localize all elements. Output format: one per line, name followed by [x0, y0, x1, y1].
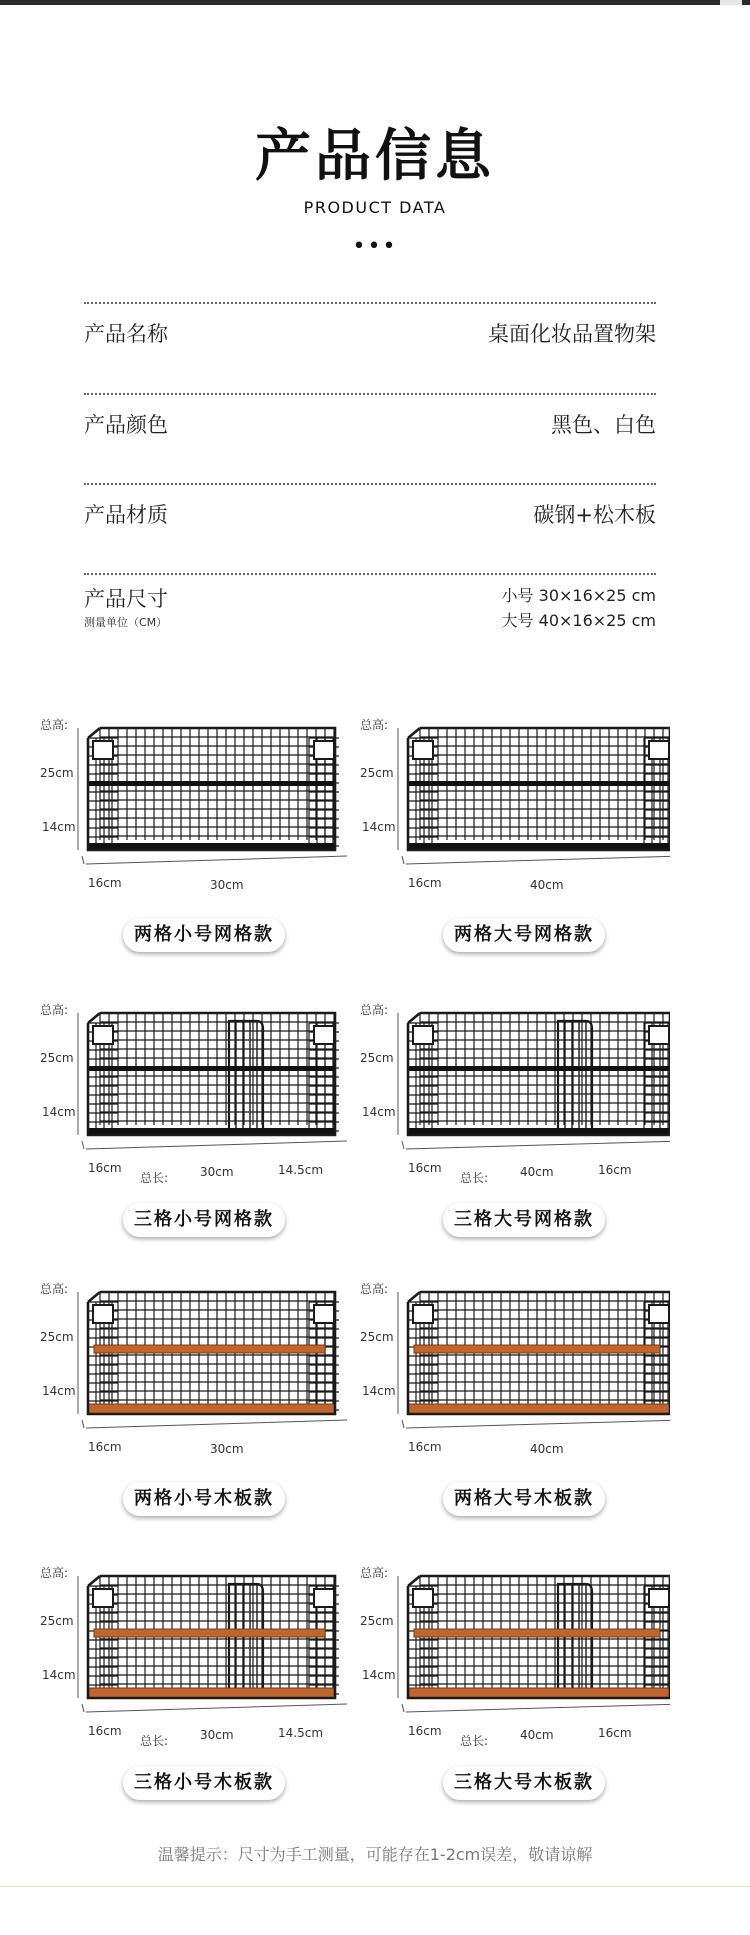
dim-width: 40cm	[520, 1728, 554, 1742]
dim-width: 30cm	[210, 878, 244, 892]
dim-depth: 16cm	[88, 1724, 122, 1738]
dim-height-25: 25cm	[360, 1614, 394, 1628]
dim-height-25: 25cm	[360, 1330, 394, 1344]
dim-height-14: 14cm	[42, 820, 76, 834]
dim-width-2: 14.5cm	[278, 1163, 324, 1177]
dim-height-25: 25cm	[360, 1051, 394, 1065]
shelf-illustration	[398, 1292, 670, 1428]
product-name-label: 两格小号网格款	[123, 918, 285, 952]
wood-shelf-bottom	[408, 1688, 670, 1698]
mesh-divider-panel	[558, 1021, 592, 1135]
bottom-divider	[0, 1886, 750, 1887]
dim-total-height-label: 总高:	[40, 718, 69, 732]
info-value-size-large: 大号 40×16×25 cm	[501, 611, 656, 630]
title-dots: •••	[352, 234, 398, 259]
dim-height-14: 14cm	[362, 820, 396, 834]
dotted-divider	[84, 573, 656, 575]
product-card	[350, 1556, 670, 1826]
dim-total-height-label: 总高:	[40, 1282, 69, 1296]
dim-height-25: 25cm	[40, 766, 74, 780]
dim-total-length-label: 总长:	[460, 1734, 489, 1748]
product-card	[350, 993, 670, 1263]
dim-height-25: 25cm	[40, 1614, 74, 1628]
mesh-shelf-middle	[88, 1066, 335, 1071]
dim-total-length-label: 总长:	[460, 1171, 489, 1185]
dim-height-25: 25cm	[40, 1330, 74, 1344]
dim-depth: 16cm	[408, 876, 442, 890]
dim-total-length-label: 总长:	[140, 1734, 169, 1748]
mesh-divider-panel	[229, 1021, 263, 1135]
dim-width: 30cm	[200, 1728, 234, 1742]
wood-shelf-middle	[94, 1629, 325, 1637]
product-name-label: 三格小号网格款	[123, 1203, 285, 1237]
page-title: 产品信息	[255, 124, 495, 189]
page-subtitle: PRODUCT DATA	[303, 198, 447, 217]
dim-total-height-label: 总高:	[360, 718, 389, 732]
dim-height-14: 14cm	[42, 1384, 76, 1398]
wood-shelf-middle	[94, 1345, 325, 1353]
info-value-material: 碳钢+松木板	[533, 503, 656, 527]
shelf-illustration	[78, 1292, 347, 1428]
product-card	[30, 708, 350, 978]
top-strip	[0, 0, 750, 5]
mesh-shelf-middle	[88, 781, 335, 786]
wood-shelf-bottom	[88, 1404, 335, 1414]
product-card	[30, 1272, 350, 1542]
info-value-name: 桌面化妆品置物架	[488, 322, 656, 346]
mesh-shelf-middle	[408, 781, 670, 786]
dim-width-2: 16cm	[598, 1726, 632, 1740]
dim-total-height-label: 总高:	[40, 1566, 69, 1580]
product-image	[30, 1272, 350, 1472]
dim-height-25: 25cm	[360, 766, 394, 780]
product-card	[30, 993, 350, 1263]
dotted-divider	[84, 302, 656, 304]
dim-depth: 16cm	[88, 876, 122, 890]
product-card	[350, 708, 670, 978]
product-name-label: 三格大号网格款	[443, 1203, 605, 1237]
product-name-label: 两格大号木板款	[443, 1482, 605, 1516]
shelf-illustration	[398, 728, 670, 864]
dim-depth: 16cm	[88, 1440, 122, 1454]
shelf-illustration	[78, 1576, 347, 1712]
dim-width: 40cm	[530, 878, 564, 892]
wood-shelf-middle	[414, 1345, 660, 1353]
dim-depth: 16cm	[408, 1724, 442, 1738]
dim-height-14: 14cm	[42, 1105, 76, 1119]
mesh-divider-panel	[558, 1584, 592, 1698]
dim-depth: 16cm	[88, 1161, 122, 1175]
info-value-size-small: 小号 30×16×25 cm	[501, 586, 656, 605]
dim-total-height-label: 总高:	[360, 1566, 389, 1580]
dim-width: 40cm	[530, 1442, 564, 1456]
product-name-label: 三格小号木板款	[123, 1766, 285, 1800]
dim-height-14: 14cm	[362, 1668, 396, 1682]
product-image	[30, 708, 350, 908]
product-name-label: 两格小号木板款	[123, 1482, 285, 1516]
top-strip-accent	[720, 0, 742, 5]
info-value-color: 黑色、白色	[551, 413, 656, 437]
wood-shelf-bottom	[408, 1404, 670, 1414]
dotted-divider	[84, 393, 656, 395]
product-name-label: 两格大号网格款	[443, 918, 605, 952]
dim-total-height-label: 总高:	[40, 1003, 69, 1017]
dim-height-14: 14cm	[362, 1105, 396, 1119]
dim-width-2: 16cm	[598, 1163, 632, 1177]
dim-depth: 16cm	[408, 1440, 442, 1454]
product-image	[350, 1272, 670, 1472]
mesh-divider-panel	[229, 1584, 263, 1698]
dim-width-2: 14.5cm	[278, 1726, 324, 1740]
info-label-size: 产品尺寸	[84, 587, 168, 611]
mesh-shelf-middle	[408, 1066, 670, 1071]
shelf-illustration	[78, 1013, 347, 1149]
dim-height-14: 14cm	[362, 1384, 396, 1398]
shelf-illustration	[398, 1013, 670, 1149]
dotted-divider	[84, 483, 656, 485]
dim-height-25: 25cm	[40, 1051, 74, 1065]
wood-shelf-middle	[414, 1629, 660, 1637]
shelf-illustration	[78, 728, 347, 864]
dim-width: 40cm	[520, 1165, 554, 1179]
wood-shelf-bottom	[88, 1688, 335, 1698]
info-label-color: 产品颜色	[84, 413, 168, 437]
info-label-name: 产品名称	[84, 322, 168, 346]
dim-height-14: 14cm	[42, 1668, 76, 1682]
shelf-illustration	[398, 1576, 670, 1712]
dim-depth: 16cm	[408, 1161, 442, 1175]
product-card	[350, 1272, 670, 1542]
product-card	[30, 1556, 350, 1826]
info-label-material: 产品材质	[84, 503, 168, 527]
dim-total-length-label: 总长:	[140, 1171, 169, 1185]
dim-total-height-label: 总高:	[360, 1003, 389, 1017]
info-unit-note: 测量单位（CM）	[84, 616, 168, 629]
dim-width: 30cm	[210, 1442, 244, 1456]
dim-width: 30cm	[200, 1165, 234, 1179]
product-name-label: 三格大号木板款	[443, 1766, 605, 1800]
footer-note: 温馨提示：尺寸为手工测量，可能存在1-2cm误差，敬请谅解	[157, 1845, 593, 1864]
product-image	[350, 708, 670, 908]
dim-total-height-label: 总高:	[360, 1282, 389, 1296]
